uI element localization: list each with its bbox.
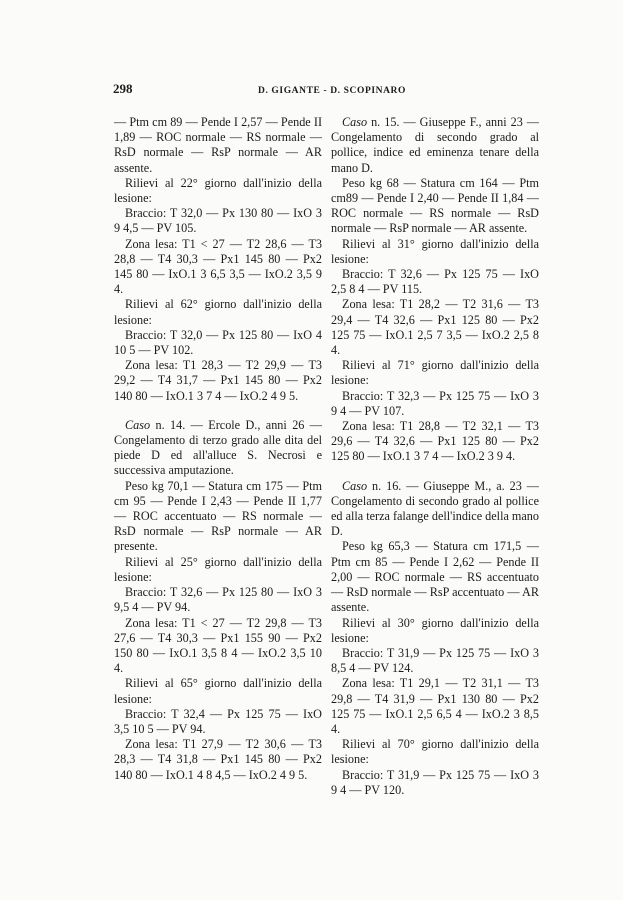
- right-column: [331, 115, 539, 798]
- paragraph-text: — Ptm cm 89 — Pende I 2,57 — Pende II 1,89 — ROC normale — RS normale — RsD normale — RsP normale — AR assente.: [114, 115, 322, 175]
- paragraph: [114, 585, 322, 615]
- paragraph: [331, 267, 539, 297]
- paragraph: [114, 555, 322, 585]
- paragraph: [114, 707, 322, 737]
- paragraph-text: Zona lesa: T1 27,9 — T2 30,6 — T3 28,3 — T4 31,8 — Px1 145 80 — Px2 140 80 — IxO.1 4 8 4,5 — IxO.2 4 9 5.: [114, 737, 322, 782]
- paragraph: [331, 737, 539, 767]
- paragraph: [331, 676, 539, 737]
- paragraph: [331, 358, 539, 388]
- paragraph-text: n. 14. — Ercole D., anni 26 — Congelamento di terzo grado alle dita del piede D ed all'alluce S. Necrosi e successiva amputazione.: [114, 417, 322, 478]
- paragraph: [331, 539, 539, 615]
- case-heading: [114, 418, 322, 479]
- paragraph-text: Braccio: T 32,3 — Px 125 75 — IxO 3 9 4 — PV 107.: [331, 388, 539, 418]
- paragraph: [114, 479, 322, 555]
- paragraph-text: Zona lesa: T1 < 27 — T2 29,8 — T3 27,6 — T4 30,3 — Px1 155 90 — Px2 150 80 — IxO.1 3,5 8 4 — IxO.2 3,5 10 4.: [114, 615, 322, 676]
- paragraph-text: Braccio: T 32,6 — Px 125 80 — IxO 3 9,5 4 — PV 94.: [114, 585, 322, 615]
- paragraph-text: Braccio: T 32,0 — Px 125 80 — IxO 4 10 5 — PV 102.: [114, 327, 322, 358]
- paragraph-text: Rilievi al 62° giorno dall'inizio della lesione:: [114, 297, 322, 327]
- paragraph: [114, 358, 322, 404]
- paragraph-text: Rilievi al 70° giorno dall'inizio della lesione:: [331, 737, 539, 767]
- case-heading: [331, 115, 539, 176]
- paragraph: [114, 206, 322, 236]
- paragraph-text: Braccio: T 32,0 — Px 130 80 — IxO 3 9 4,5 — PV 105.: [114, 206, 322, 236]
- paragraph-text: Braccio: T 31,9 — Px 125 75 — IxO 3 8,5 4 — PV 124.: [331, 645, 539, 676]
- paragraph: [331, 297, 539, 358]
- paragraph-text: n. 16. — Giuseppe M., a. 23 — Congelamento di secondo grado al pollice ed alla terza falange dell'indice della mano D.: [331, 478, 539, 539]
- paragraph: [331, 237, 539, 267]
- paragraph-text: Zona lesa: T1 28,8 — T2 32,1 — T3 29,6 — T4 32,6 — Px1 125 80 — Px2 125 80 — IxO.1 3 7 4 — IxO.2 3 9 4.: [331, 419, 539, 464]
- paragraph: [331, 646, 539, 676]
- paragraph-text: Zona lesa: T1 < 27 — T2 28,6 — T3 28,8 — T4 30,3 — Px1 145 80 — Px2 145 80 — IxO.1 3 6,5 3,5 — IxO.2 3,5 9 4.: [114, 236, 322, 297]
- paragraph-text: Rilievi al 31° giorno dall'inizio della lesione:: [331, 236, 539, 266]
- paragraph: [114, 676, 322, 706]
- paragraph: [331, 389, 539, 419]
- paragraph-text: Rilievi al 22° giorno dall'inizio della lesione:: [114, 175, 322, 206]
- paragraph: [114, 616, 322, 677]
- paragraph-text: Braccio: T 32,6 — Px 125 75 — IxO 2,5 8 4 — PV 115.: [331, 267, 539, 297]
- paragraph: [114, 176, 322, 206]
- paragraph-text: Braccio: T 31,9 — Px 125 75 — IxO 3 9 4 — PV 120.: [331, 767, 539, 797]
- paragraph: [114, 737, 322, 783]
- page-number: 298: [113, 81, 133, 96]
- case-label: Caso: [342, 115, 368, 129]
- paragraph-text: Peso kg 65,3 — Statura cm 171,5 — Ptm cm 85 — Pende I 2,62 — Pende II 2,00 — ROC normale — RS accentuato — RsD normale — RsP accentuato — AR assente.: [331, 539, 539, 615]
- paragraph: [331, 419, 539, 465]
- paragraph-text: Braccio: T 32,4 — Px 125 75 — IxO 3,5 10 5 — PV 94.: [114, 706, 322, 736]
- paragraph-text: n. 15. — Giuseppe F., anni 23 — Congelamento di secondo grado al pollice, indice ed eminenza tenare della mano D.: [331, 115, 539, 175]
- case-label: Caso: [125, 417, 151, 432]
- paragraph: [331, 616, 539, 646]
- paragraph-text: Rilievi al 65° giorno dall'inizio della lesione:: [114, 676, 322, 706]
- left-column: [114, 115, 322, 783]
- running-head: D. GIGANTE - D. SCOPINARO: [258, 86, 407, 96]
- paragraph: [331, 768, 539, 798]
- paragraph: [114, 328, 322, 358]
- case-label: Caso: [342, 478, 368, 493]
- paragraph-text: Peso kg 68 — Statura cm 164 — Ptm cm89 — Pende I 2,40 — Pende II 1,84 — ROC normale — RS normale — RsD normale — RsP normale — AR assente.: [331, 175, 539, 236]
- paragraph: [331, 176, 539, 237]
- paragraph-text: Zona lesa: T1 28,2 — T2 31,6 — T3 29,4 — T4 32,6 — Px1 125 80 — Px2 125 75 — IxO.1 2,5 7 3,5 — IxO.2 2,5 8 4.: [331, 297, 539, 358]
- paragraph-text: Zona lesa: T1 29,1 — T2 31,1 — T3 29,8 — T4 31,9 — Px1 130 80 — Px2 125 75 — IxO.1 2,5 6,5 4 — IxO.2 3 8,5 4.: [331, 676, 539, 736]
- paragraph-text: Zona lesa: T1 28,3 — T2 29,9 — T3 29,2 — T4 31,7 — Px1 145 80 — Px2 140 80 — IxO.1 3 7 4 — IxO.2 4 9 5.: [114, 358, 322, 403]
- paragraph: [114, 297, 322, 327]
- paragraph-text: Rilievi al 71° giorno dall'inizio della lesione:: [331, 358, 539, 388]
- case-heading: [331, 479, 539, 540]
- paragraph-text: Peso kg 70,1 — Statura cm 175 — Ptm cm 95 — Pende I 2,43 — Pende II 1,77 — ROC accentuato — RS normale — RsD normale — RsP normale — AR presente.: [114, 478, 322, 554]
- paragraph: [114, 237, 322, 298]
- paragraph-text: Rilievi al 25° giorno dall'inizio della lesione:: [114, 554, 322, 584]
- paragraph-text: Rilievi al 30° giorno dall'inizio della lesione:: [331, 615, 539, 645]
- paragraph-continuation: [114, 115, 322, 176]
